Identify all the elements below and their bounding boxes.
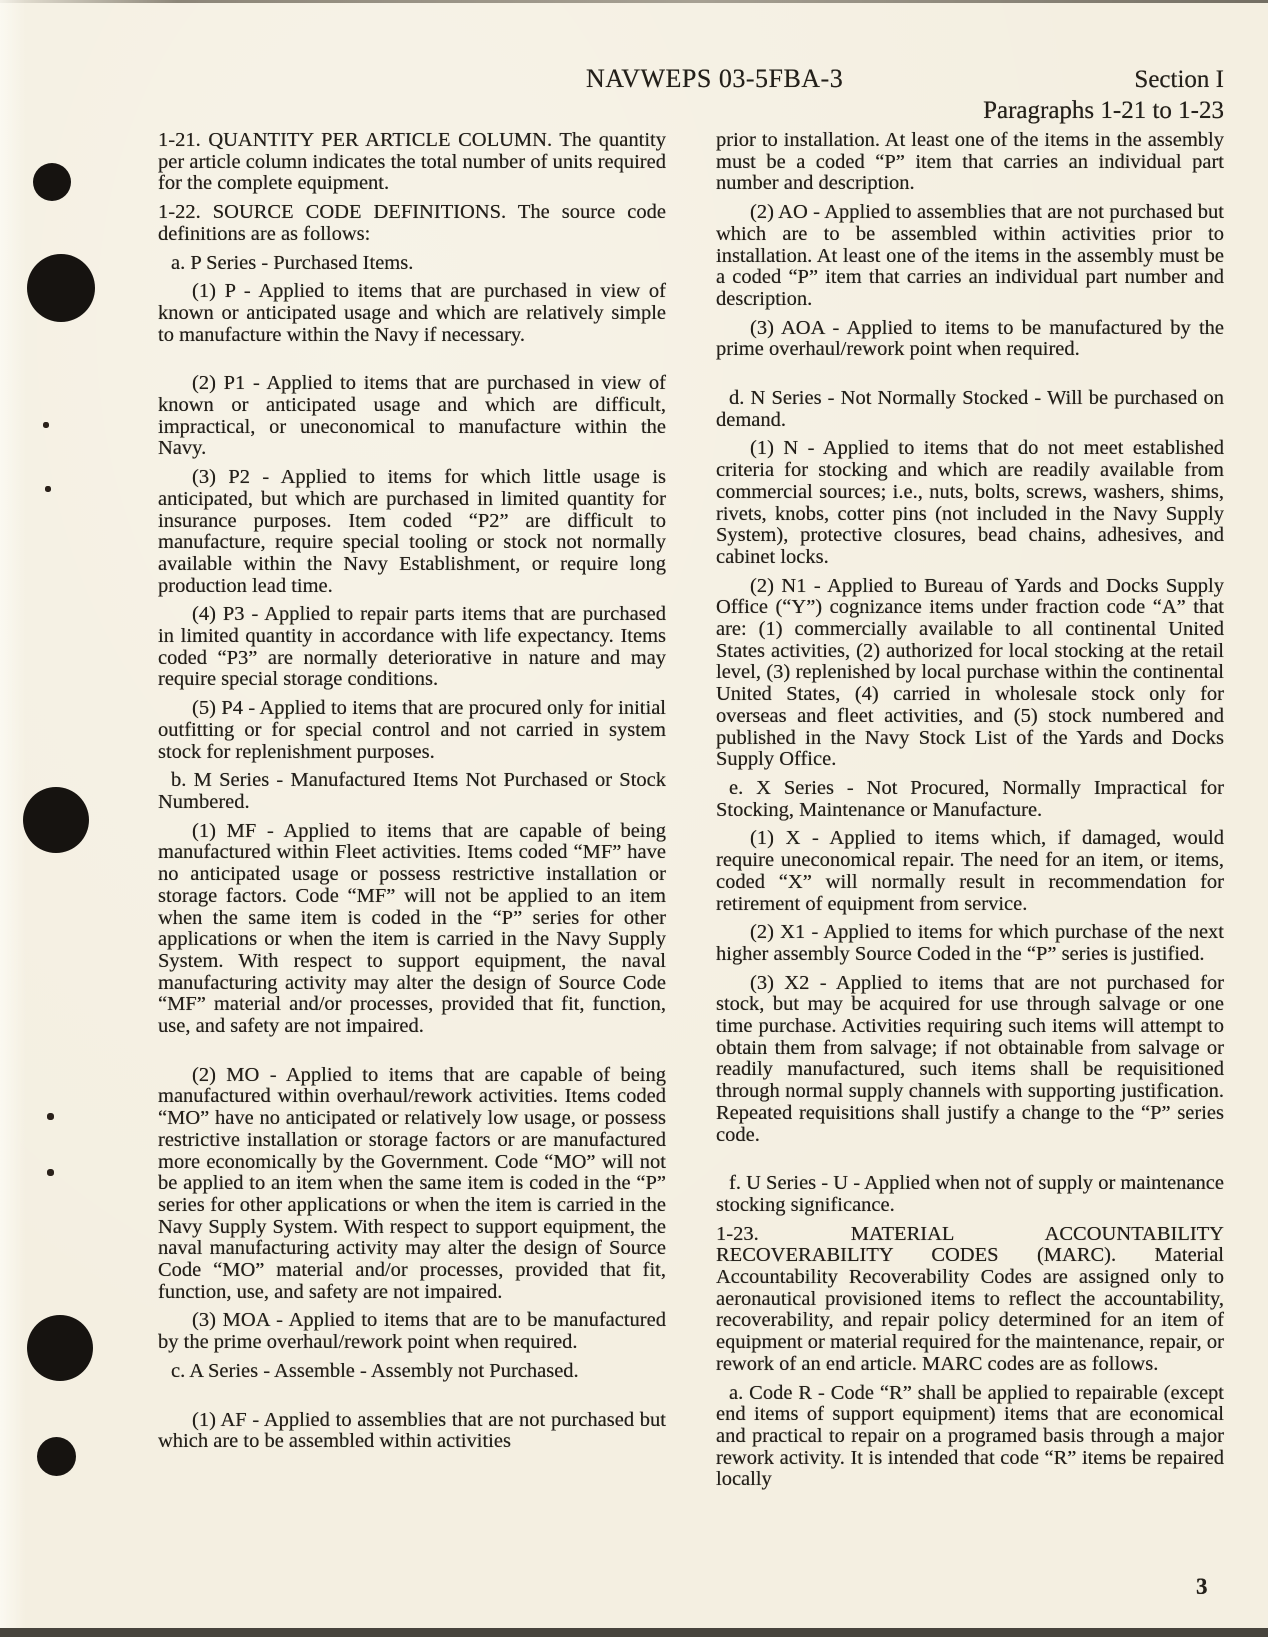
- paragraph: a. P Series - Purchased Items.: [171, 251, 414, 274]
- paragraph: (3) P2 - Applied to items for which little usage is anticipated, but which are purchased in limited quantity for insurance purposes. Item coded “P2” are difficult to manufacture, require special tooling or stock not normally available within the Navy Establishment, or require long production lead time.: [158, 466, 666, 597]
- paragraph: (4) P3 - Applied to repair parts items that are purchased in limited quantity in accordance with life expectancy. Items coded “P3” are normally deteriorative in nature and may require special storage conditions.: [158, 603, 666, 691]
- paragraph: (1) AF - Applied to assemblies that are not purchased but which are to be assembled within activities: [158, 1408, 666, 1453]
- ink-speck: [47, 1169, 54, 1176]
- scan-edge-bottom: [0, 1628, 1268, 1637]
- paragraph: (1) X - Applied to items which, if damaged, would require uneconomical repair. The need for an item, or items, coded “X” will normally result in recommendation for retirement of equipment from service.: [716, 827, 1224, 915]
- paragraph: (5) P4 - Applied to items that are procured only for initial outfitting or for special control and not carried in system stock for replenishment purposes.: [158, 697, 666, 763]
- header-right-block: [983, 64, 1224, 126]
- section-label: Section I: [1134, 66, 1224, 93]
- paragraph: (1) MF - Applied to items that are capable of being manufactured within Fleet activities. Items coded “MF” have no anticipated usage or possess restrictive installation or storage factors. Code “MF” will not be applied to an item when the same item is coded in the “P” series for other applications or when the item is carried in the Navy Supply System. With respect to support equipment, the naval manufacturing activity may alter the design of Source Code “MF” material and/or processes, provided that fit, function, use, and safety are not impaired.: [158, 819, 666, 1038]
- paragraph: (3) AOA - Applied to items to be manufactured by the prime overhaul/rework point when required.: [716, 316, 1224, 361]
- left-column: [158, 130, 666, 1453]
- paragraph: prior to installation. At least one of the items in the assembly must be a coded “P” item that carries an individual part number and description.: [716, 129, 1224, 195]
- paragraph: (2) X1 - Applied to items for which purchase of the next higher assembly Source Coded in the “P” series is justified.: [716, 921, 1224, 965]
- paragraph: d. N Series - Not Normally Stocked - Will be purchased on demand.: [716, 387, 1224, 431]
- paragraph-range-label: Paragraphs 1-21 to 1-23: [983, 97, 1224, 124]
- ink-speck: [43, 422, 49, 428]
- paragraph: 1-21. QUANTITY PER ARTICLE COLUMN. The quantity per article column indicates the total number of units required for the complete equipment.: [158, 129, 666, 195]
- punch-hole-mark: [23, 787, 89, 853]
- punch-hole-mark: [27, 254, 95, 322]
- punch-hole-mark: [27, 1315, 93, 1381]
- paragraph: (1) P - Applied to items that are purchased in view of known or anticipated usage and which are relatively simple to manufacture within the Navy if necessary.: [158, 280, 666, 346]
- scan-edge-top: [0, 0, 1268, 3]
- paragraph: (1) N - Applied to items that do not meet established criteria for stocking and which are readily available from commercial sources; i.e., nuts, bolts, screws, washers, shims, rivets, knobs, cotter pins (not included in the Navy Supply System), protective closures, bead chains, adhesives, and cabinet locks.: [716, 437, 1224, 568]
- paragraph: (2) AO - Applied to assemblies that are not purchased but which are to be assembled within activities prior to installation. At least one of the items in the assembly must be a coded “P” item that carries an individual part number and description.: [716, 201, 1224, 310]
- paragraph: e. X Series - Not Procured, Normally Impractical for Stocking, Maintenance or Manufacture.: [716, 776, 1224, 821]
- paragraph: 1-23. MATERIAL ACCOUNTABILITY RECOVERABILITY CODES (MARC). Material Accountability Recoverability Codes are assigned only to aeronautical provisioned items to reflect the accountability, recoverability, and repair policy determined for an item of equipment or material required for the maintenance, repair, or rework of an end article. MARC codes are as follows.: [716, 1222, 1224, 1375]
- ink-speck: [45, 486, 51, 492]
- paragraph: (2) P1 - Applied to items that are purchased in view of known or anticipated usage and which are difficult, impractical, or uneconomical to manufacture within the Navy.: [158, 372, 666, 460]
- punch-hole-mark: [33, 163, 71, 201]
- paragraph: (2) N1 - Applied to Bureau of Yards and Docks Supply Office (“Y”) cognizance items under fraction code “A” that are: (1) commercially available to all continental United States activities, (2) authorized for local stocking at the retail level, (3) replenished by local purchase within the continental United States, (4) carried in wholesale stock only for overseas and fleet activities, and (5) stock numbered and published in the Navy Stock List of the Yards and Docks Supply Office.: [716, 574, 1224, 771]
- paragraph: a. Code R - Code “R” shall be applied to repairable (except end items of support equipment) items that are economical and practical to repair on a programed basis through a major rework activity. It is intended that code “R” items be repaired locally: [716, 1381, 1224, 1491]
- paragraph: (3) MOA - Applied to items that are to be manufactured by the prime overhaul/rework point when required.: [158, 1309, 666, 1354]
- doc-number: NAVWEPS 03-5FBA-3: [586, 64, 844, 93]
- paragraph: c. A Series - Assemble - Assembly not Purchased.: [171, 1359, 579, 1382]
- paragraph: (3) X2 - Applied to items that are not purchased for stock, but may be acquired for use through salvage or one time purchase. Activities requiring such items will attempt to obtain them from salvage; if not obtainable from salvage or readily manufactured, such items shall be requisitioned through normal supply channels with supporting justification. Repeated requisitions shall justify a change to the “P” series code.: [716, 971, 1224, 1146]
- paragraph: (2) MO - Applied to items that are capable of being manufactured within overhaul/rework activities. Items coded “MO” have no anticipated or relatively low usage, or possess restrictive installation or storage factors or are manufactured more economically by the Government. Code “MO” will not be applied to an item when the same item is coded in the “P” series for other applications or when the item is carried in the Navy Supply System. With respect to support equipment, the naval manufacturing activity may alter the design of Source Code “MO” material and/or processes, provided that fit, function, use, and safety are not impaired.: [158, 1063, 666, 1303]
- paragraph: 1-22. SOURCE CODE DEFINITIONS. The source code definitions are as follows:: [158, 201, 666, 245]
- right-column: [716, 130, 1224, 1491]
- paragraph: b. M Series - Manufactured Items Not Purchased or Stock Numbered.: [158, 769, 666, 813]
- page-number: 3: [1196, 1574, 1208, 1599]
- punch-hole-mark: [37, 1437, 76, 1476]
- ink-speck: [47, 1113, 54, 1120]
- paragraph: f. U Series - U - Applied when not of supply or maintenance stocking significance.: [716, 1172, 1224, 1216]
